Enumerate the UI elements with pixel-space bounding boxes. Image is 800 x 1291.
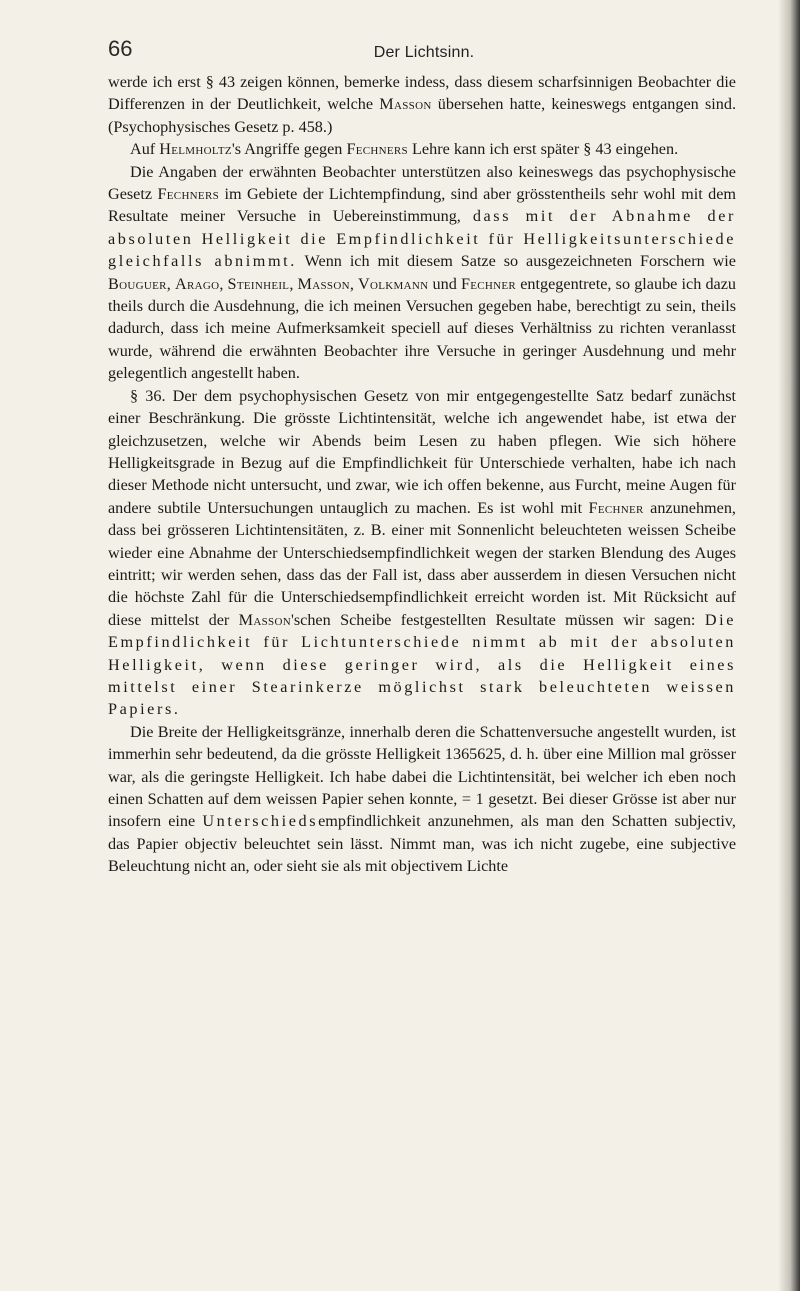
text-run: § 36. Der dem psychophysischen Gesetz von mir entgegengestellte Satz bedarf zunächst einer Beschränkung. Die grösste Lichtintensität, welche ich angewendet habe, ist etwa der gleichzusetzen, welche wir Abends beim Lesen zu haben pflegen. Wie sich höhere Helligkeitsgrade in Bezug auf die Empfindlichkeit für Unterschiede verhalten, habe ich nach dieser Methode nicht untersucht, und zwar, wie ich offen bekenne, aus Furcht, meine Augen für andere subtile Untersuchungen untauglich zu machen. Es ist wohl mit — [108, 386, 736, 517]
author-name: Helmholtz — [159, 140, 232, 159]
paragraph-continuation — [108, 71, 736, 138]
author-name: Fechners — [157, 185, 220, 204]
paragraph-angaben — [108, 161, 736, 385]
text-run: Die Angaben der erwähnten Beobachter unterstützen also keineswegs das psychophysische Gesetz — [108, 162, 736, 204]
text-run: werde ich erst § 43 zeigen können, bemerke indess, dass diesem scharfsinnigen Beobachter die Differenzen in der Deutlichkeit, welche — [108, 73, 736, 114]
page-edge-shadow — [778, 0, 800, 1291]
author-name: Steinheil — [227, 274, 290, 293]
author-name: Masson — [238, 610, 291, 629]
text-run: , — [349, 274, 359, 293]
paragraph-breite — [108, 721, 736, 878]
text-run: im Gebiete der Lichtempfindung, sind aber grösstentheils sehr wohl mit dem Resultate meiner Versuche in Uebereinstimmung, — [108, 185, 736, 226]
author-name: Bouguer — [108, 274, 167, 293]
emphasized-text: Die Empfindlichkeit für Lichtunterschiede nimmt ab mit der absoluten Helligkeit, wenn diese geringer wird, als die Helligkeit eines mittelst einer Stearinkerze möglichst stark beleuchteten weissen Papiers. — [108, 610, 736, 719]
text-run: , — [166, 274, 175, 293]
text-run: empfindlichkeit anzunehmen, als man den Schatten subjectiv, das Papier objectiv beleuchtet sein lässt. Nimmt man, was ich nicht zugebe, eine subjective Beleuchtung nicht an, oder sieht sie als mit objectivem Lichte — [108, 812, 736, 876]
text-run: anzunehmen, dass bei grösseren Lichtintensitäten, z. B. einer mit Sonnenlicht beleuchteten weissen Scheibe wieder eine Abnahme der Unterschiedsempfindlichkeit wegen der starken Blendung des Auges eintritt; wir werden sehen, dass das der Fall ist, dass aber ausserdem in diesen Versuchen nicht die höchste Zahl für die Unterschiedsempfindlichkeit erreicht worden ist. Mit Rücksicht auf diese mittelst der — [108, 498, 736, 629]
text-run: und — [428, 274, 461, 293]
text-run: 's Angriffe gegen — [231, 140, 347, 159]
page-header — [108, 30, 740, 70]
author-name: Volkmann — [358, 274, 429, 293]
text-run: Auf — [130, 140, 160, 159]
body-text — [108, 71, 736, 878]
author-name: Fechner — [588, 498, 644, 517]
text-run: übersehen hatte, keineswegs entgangen sind. (Psychophysisches Gesetz p. 458.) — [108, 95, 736, 136]
text-run: , — [289, 274, 298, 293]
text-run: Wenn ich mit diesem Satze so ausgezeichneten Forschern wie — [296, 252, 736, 271]
text-run: Lehre kann ich erst später § 43 eingehen. — [407, 140, 679, 159]
emphasized-text: dass mit der Abnahme der absoluten Helligkeit die Empfindlichkeit für Helligkeitsunterschiede gleichfalls abnimmt. — [108, 207, 736, 271]
emphasized-text: Unterschieds — [202, 812, 319, 831]
author-name: Arago — [174, 274, 220, 293]
author-name: Masson — [379, 95, 432, 114]
running-head: Der Lichtsinn. — [373, 44, 475, 61]
text-run: 'schen Scheibe festgestellten Resultate müssen wir sagen: — [290, 610, 705, 629]
page-number: 66 — [108, 36, 133, 61]
text-run: , — [219, 274, 228, 293]
paragraph-helmholtz — [108, 138, 736, 160]
author-name: Masson — [297, 274, 350, 293]
paragraph-section-36 — [108, 385, 736, 721]
text-run: entgegentrete, so glaube ich dazu theils durch die Ausdehnung, die ich meinen Versuchen gegeben habe, berechtigt zu sein, theils dadurch, dass ich meine Aufmerksamkeit speciell auf dieses Verhältniss zu richten veranlasst wurde, während die erwähnten Beobachter ihre Versuche in geringer Ausdehnung und mehr gelegentlich angestellt haben. — [108, 274, 737, 383]
author-name: Fechners — [346, 140, 408, 159]
author-name: Fechner — [460, 274, 517, 293]
text-run: Die Breite der Helligkeitsgränze, innerhalb deren die Schattenversuche angestellt wurden, ist immerhin sehr bedeutend, da die grösste Helligkeit 1365625, d. h. über eine Million mal grösser war, als die geringste Helligkeit. Ich habe dabei die Lichtintensität, bei welcher ich eben noch einen Schatten auf dem weissen Papier sehen konnte, = 1 gesetzt. Bei dieser Grösse ist aber nur insofern eine — [108, 722, 736, 831]
